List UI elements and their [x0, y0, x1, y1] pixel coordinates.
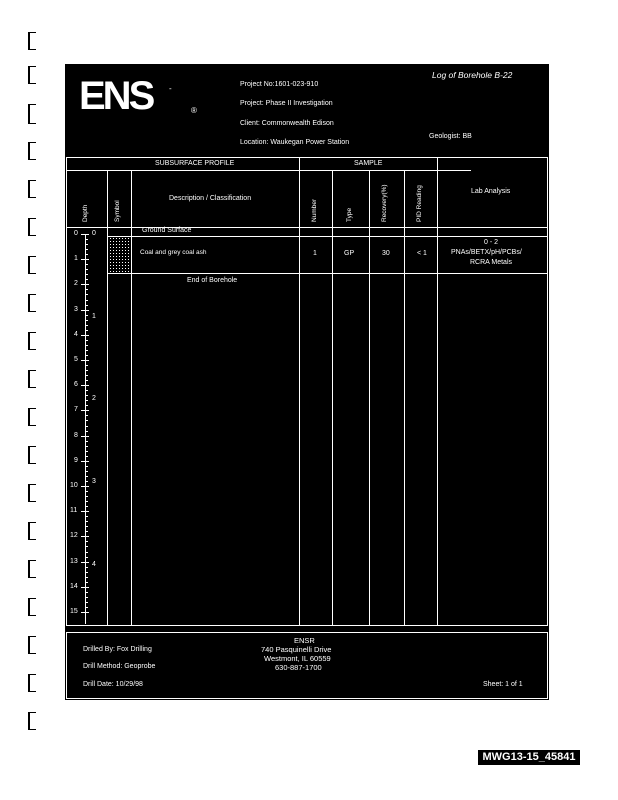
depth-ft-tick: [81, 385, 89, 386]
depth-minor-tick: [85, 577, 88, 578]
depth-ft-label: 0: [74, 230, 78, 237]
depth-minor-tick: [85, 330, 88, 331]
client: Client: Commonwealth Edison: [240, 120, 334, 127]
depth-minor-tick: [85, 239, 88, 240]
footer-top-border: [66, 632, 548, 633]
depth-ft-label: 12: [70, 532, 78, 540]
depth-ft-tick: [81, 436, 89, 437]
sample-pid: < 1: [417, 250, 427, 257]
depth-ft-tick: [81, 612, 89, 613]
end-of-borehole-label: End of Borehole: [187, 277, 238, 284]
pid-header: PID Reading: [416, 185, 423, 222]
sample-number: 1: [313, 250, 317, 257]
margin-mark: [28, 408, 36, 426]
depth-minor-tick: [85, 279, 88, 280]
depth-minor-tick: [85, 365, 88, 366]
depth-minor-tick: [85, 294, 88, 295]
depth-scale-axis: [85, 234, 86, 624]
margin-mark: [28, 294, 36, 312]
depth-ft-label: 10: [70, 482, 78, 489]
table-right-border: [547, 157, 548, 626]
depth-ft-label: 1: [74, 255, 78, 263]
drilled-by: Drilled By: Fox Drilling: [83, 646, 152, 653]
depth-minor-tick: [85, 380, 88, 381]
depth-ft-tick: [81, 410, 89, 411]
footer-company: ENSR: [294, 636, 315, 645]
sample-recovery: 30: [382, 250, 390, 257]
footer-right-border: [547, 632, 548, 698]
depth-minor-tick: [85, 325, 88, 326]
depth-ft-label: 6: [74, 381, 78, 389]
footer-left-border: [66, 632, 67, 698]
footer-address-line1: 740 Pasquinelli Drive: [261, 645, 332, 654]
depth-m-label: 3: [92, 478, 96, 486]
depth-minor-tick: [85, 375, 88, 376]
depth-minor-tick: [85, 274, 88, 275]
lab-depth-range: 0 - 2: [484, 239, 499, 246]
depth-m-label: 0: [92, 230, 96, 237]
margin-mark: [28, 674, 36, 692]
depth-minor-tick: [85, 249, 88, 250]
ground-surface-label: Ground Surface: [142, 227, 192, 234]
type-header: Type: [346, 207, 353, 222]
depth-m-label: 1: [92, 312, 96, 320]
footer-bottom-border: [66, 698, 548, 699]
depth-minor-tick: [85, 526, 88, 527]
layer-description: Coal and grey coal ash: [140, 249, 207, 256]
location: Location: Waukegan Power Station: [240, 139, 350, 146]
sheet-number: Sheet: 1 of 1: [483, 681, 523, 688]
number-header: Number: [311, 198, 318, 222]
depth-minor-tick: [85, 405, 88, 406]
depth-minor-tick: [85, 546, 88, 547]
depth-ft-tick: [81, 234, 89, 235]
margin-mark: [28, 636, 36, 654]
depth-minor-tick: [85, 541, 88, 542]
depth-symbol-divider: [107, 170, 108, 626]
depth-minor-tick: [85, 320, 88, 321]
margin-mark: [28, 446, 36, 464]
margin-mark: [28, 332, 36, 350]
symbol-description-divider: [131, 170, 132, 626]
borehole-log-sheet: [65, 64, 549, 700]
margin-mark: [28, 104, 36, 124]
depth-ft-label: 11: [70, 507, 78, 515]
depth-minor-tick: [85, 395, 88, 396]
drill-date: Drill Date: 10/29/98: [83, 681, 143, 688]
depth-ft-tick: [81, 310, 89, 311]
depth-ft-label: 15: [70, 608, 78, 615]
depth-minor-tick: [85, 607, 88, 608]
depth-minor-tick: [85, 415, 88, 416]
lab-analytes: PNAs/BETX/pH/PCBs/: [451, 249, 522, 256]
depth-minor-tick: [85, 466, 88, 467]
depth-minor-tick: [85, 400, 88, 401]
depth-minor-tick: [85, 471, 88, 472]
profile-sample-divider: [299, 157, 300, 626]
depth-minor-tick: [85, 557, 88, 558]
depth-minor-tick: [85, 552, 88, 553]
depth-minor-tick: [85, 456, 88, 457]
sample-type: GP: [344, 250, 355, 257]
depth-ft-tick: [81, 562, 89, 563]
depth-minor-tick: [85, 431, 88, 432]
depth-minor-tick: [85, 420, 88, 421]
depth-ft-tick: [81, 259, 89, 260]
table-top-border: [66, 157, 548, 158]
sample-lab-divider: [437, 157, 438, 626]
margin-mark: [28, 256, 36, 274]
depth-minor-tick: [85, 355, 88, 356]
type-recovery-divider: [369, 170, 370, 626]
margin-mark: [28, 32, 36, 50]
depth-minor-tick: [85, 315, 88, 316]
depth-ft-label: 9: [74, 456, 78, 464]
depth-ft-label: 14: [70, 582, 78, 590]
depth-ft-tick: [81, 284, 89, 285]
depth-ft-tick: [81, 461, 89, 462]
column-header-bottom: [66, 227, 548, 228]
depth-ft-tick: [81, 536, 89, 537]
margin-mark: [28, 180, 36, 198]
layer-bottom-line: [107, 273, 548, 274]
depth-minor-tick: [85, 451, 88, 452]
depth-minor-tick: [85, 244, 88, 245]
margin-mark: [28, 598, 36, 616]
coal-ash-symbol: [109, 237, 129, 273]
depth-minor-tick: [85, 592, 88, 593]
margin-mark: [28, 66, 36, 84]
margin-mark: [28, 712, 36, 730]
depth-ft-tick: [81, 587, 89, 588]
project-number: Project No:1601-023-910: [240, 81, 319, 88]
margin-mark: [28, 484, 36, 502]
depth-minor-tick: [85, 481, 88, 482]
depth-ft-label: 8: [74, 431, 78, 439]
logo-dash: -: [169, 84, 172, 93]
depth-minor-tick: [85, 491, 88, 492]
depth-minor-tick: [85, 476, 88, 477]
depth-minor-tick: [85, 350, 88, 351]
margin-mark: [28, 370, 36, 388]
ensr-logo: ENS: [79, 74, 153, 118]
depth-minor-tick: [85, 521, 88, 522]
subsurface-profile-header: SUBSURFACE PROFILE: [155, 160, 235, 167]
depth-header: Depth: [82, 204, 89, 222]
depth-minor-tick: [85, 446, 88, 447]
depth-ft-tick: [81, 335, 89, 336]
depth-minor-tick: [85, 264, 88, 265]
table-bottom-border: [66, 625, 548, 626]
registered-mark: ®: [191, 106, 197, 115]
depth-minor-tick: [85, 441, 88, 442]
depth-ft-tick: [81, 486, 89, 487]
depth-minor-tick: [85, 582, 88, 583]
depth-minor-tick: [85, 597, 88, 598]
depth-minor-tick: [85, 340, 88, 341]
depth-ft-label: 4: [74, 330, 78, 338]
depth-minor-tick: [85, 289, 88, 290]
margin-mark: [28, 142, 36, 160]
drill-method: Drill Method: Geoprobe: [83, 663, 156, 670]
depth-ft-label: 2: [74, 280, 78, 288]
depth-ft-tick: [81, 360, 89, 361]
depth-minor-tick: [85, 496, 88, 497]
depth-ft-label: 7: [74, 406, 78, 414]
description-header: Description / Classification: [169, 195, 252, 202]
lab-analysis-header: Lab Analysis: [471, 188, 511, 195]
depth-minor-tick: [85, 300, 88, 301]
depth-ft-label: 3: [74, 305, 78, 313]
document-id-stamp: MWG13-15_45841: [478, 750, 580, 765]
depth-ft-label: 13: [70, 557, 78, 565]
depth-minor-tick: [85, 370, 88, 371]
depth-minor-tick: [85, 254, 88, 255]
sample-header: SAMPLE: [354, 160, 383, 167]
depth-ft-tick: [81, 511, 89, 512]
geologist: Geologist: BB: [429, 133, 472, 140]
depth-minor-tick: [85, 567, 88, 568]
symbol-header: Symbol: [114, 200, 121, 222]
group-header-divider: [66, 170, 471, 171]
recovery-header: Recovery(%): [381, 184, 388, 222]
depth-m-label: 2: [92, 395, 96, 403]
lab-metals: RCRA Metals: [470, 259, 513, 266]
margin-mark: [28, 560, 36, 578]
ground-surface-line: [107, 236, 548, 237]
depth-minor-tick: [85, 269, 88, 270]
recovery-pid-divider: [404, 170, 405, 626]
depth-minor-tick: [85, 426, 88, 427]
depth-minor-tick: [85, 390, 88, 391]
footer-phone: 630-887-1700: [275, 663, 322, 672]
number-type-divider: [332, 170, 333, 626]
depth-minor-tick: [85, 602, 88, 603]
depth-ft-label: 5: [74, 356, 78, 363]
depth-minor-tick: [85, 345, 88, 346]
depth-minor-tick: [85, 516, 88, 517]
table-left-border: [66, 157, 67, 626]
depth-minor-tick: [85, 501, 88, 502]
project-name: Project: Phase II Investigation: [240, 100, 333, 107]
depth-m-label: 4: [92, 560, 96, 568]
footer-address-line2: Westmont, IL 60559: [264, 654, 331, 663]
margin-mark: [28, 218, 36, 236]
depth-minor-tick: [85, 572, 88, 573]
margin-mark: [28, 522, 36, 540]
depth-minor-tick: [85, 305, 88, 306]
depth-minor-tick: [85, 506, 88, 507]
depth-minor-tick: [85, 531, 88, 532]
log-title: Log of Borehole B-22: [432, 70, 513, 80]
